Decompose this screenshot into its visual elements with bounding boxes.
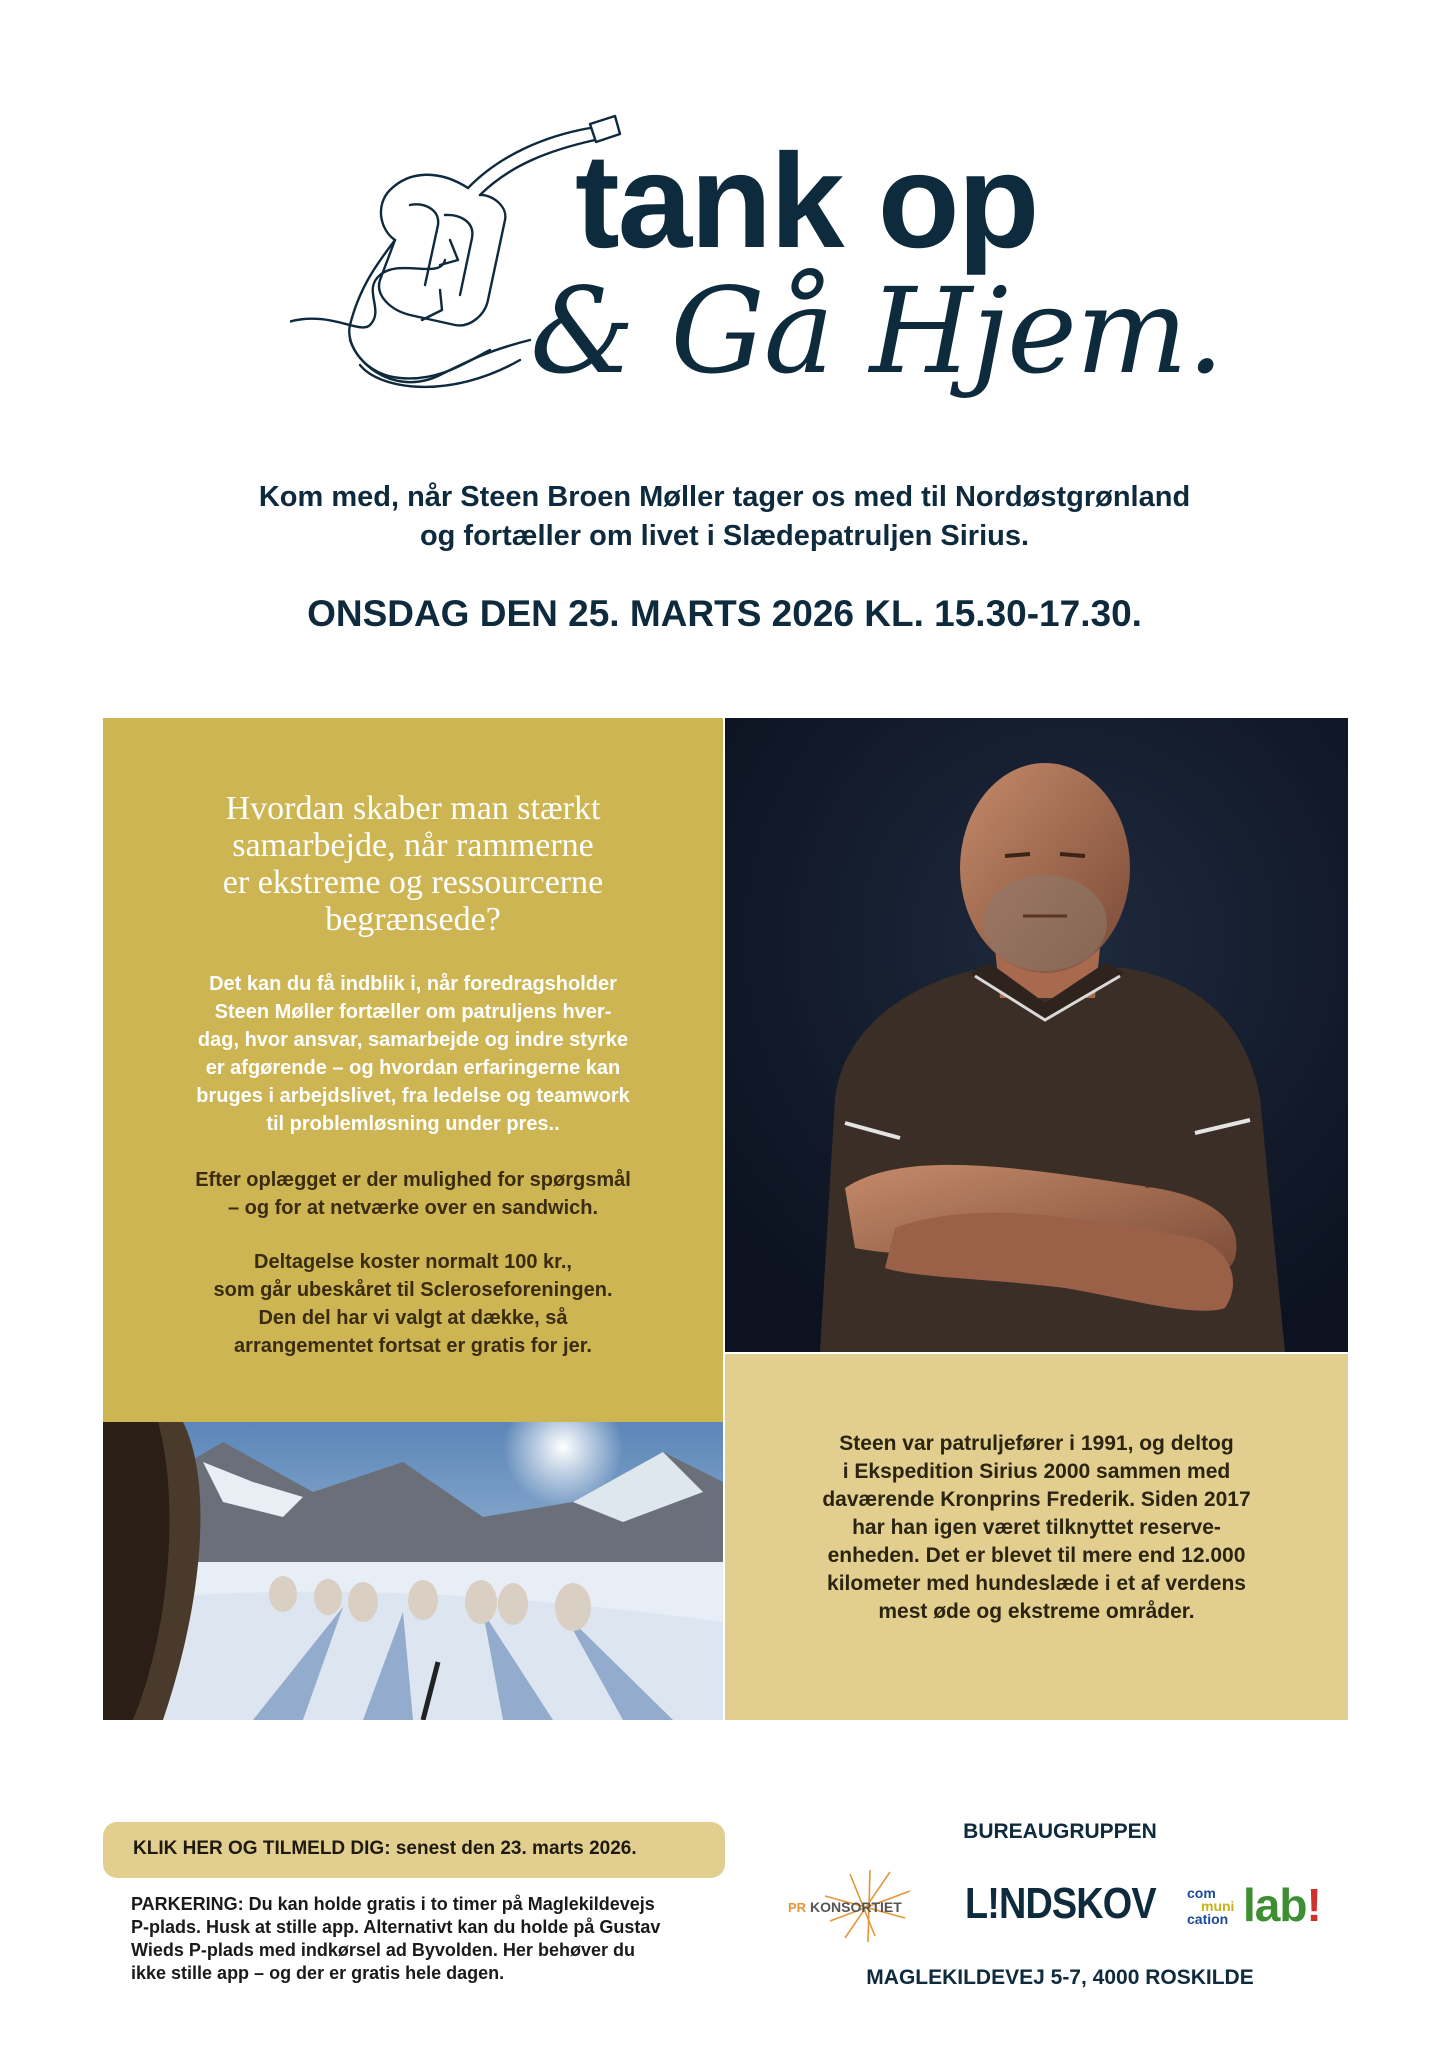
address: MAGLEKILDEVEJ 5-7, 4000 ROSKILDE <box>866 1966 1254 1989</box>
text-line: P-plads. Husk at stille app. Alternativt kan du holde på Gustav <box>131 1917 661 1937</box>
pr-word: KONSORTIET <box>810 1899 902 1915</box>
title-tank-op: tank op <box>575 127 1038 276</box>
event-date: ONSDAG DEN 25. MARTS 2026 KL. 15.30-17.30. <box>307 593 1142 634</box>
text-line: i Ekspedition Sirius 2000 sammen med <box>842 1460 1231 1483</box>
signup-strong: KLIK HER OG TILMELD DIG: <box>133 1838 391 1859</box>
signup-deadline: senest den 23. marts 2026. <box>390 1838 637 1859</box>
intro-line-1: Kom med, når Steen Broen Møller tager os med til Nordøstgrønland <box>258 481 1191 513</box>
gold-paragraph-1 <box>103 970 723 1138</box>
signup-label <box>133 1838 637 1860</box>
text-line: – og for at netværke over en sandwich. <box>227 1197 599 1219</box>
text-line: enheden. Det er blevet til mere end 12.000 <box>827 1544 1246 1567</box>
intro-text <box>0 478 1449 556</box>
text-line: arrangementet fortsat er gratis for jer. <box>234 1335 592 1357</box>
text-line: har han igen været tilknyttet reserve- <box>852 1516 1221 1539</box>
text-line: mest øde og ekstreme områder. <box>878 1600 1195 1623</box>
text-line: til problemløsning under pres.. <box>266 1113 560 1135</box>
text-line: Det kan du få indblik i, når foredragsholder <box>209 973 617 995</box>
comm-line: cation <box>1187 1911 1229 1927</box>
bureau-heading: BUREAUGRUPPEN <box>963 1820 1157 1843</box>
text-line: ikke stille app – og der er gratis hele dagen. <box>131 1963 505 1983</box>
parking-info <box>131 1893 711 1985</box>
text-line: Steen Møller fortæller om patruljens hver- <box>214 1001 612 1023</box>
bio-paragraph <box>725 1430 1348 1626</box>
lindskov-logo: L!NDSKOV <box>965 1879 1156 1928</box>
communication-lab-logo <box>1187 1879 1337 1938</box>
title-ga-hjem: & Gå Hjem. <box>530 262 1224 400</box>
signup-button[interactable] <box>103 1822 725 1878</box>
text-line: dag, hvor ansvar, samarbejde og indre styrke <box>197 1029 629 1051</box>
portrait-illustration <box>725 718 1348 1352</box>
lab-word: lab <box>1243 1879 1307 1931</box>
pr-konsortiet-logo <box>780 1866 940 1946</box>
question-line: er ekstreme og ressourcerne <box>222 864 604 901</box>
comm-line: com <box>1187 1885 1216 1901</box>
text-line: daværende Kronprins Frederik. Siden 2017 <box>822 1488 1251 1511</box>
lab-bang: ! <box>1306 1879 1321 1931</box>
text-line: kilometer med hundeslæde i et af verdens <box>827 1572 1246 1595</box>
question-line: samarbejde, når rammerne <box>232 827 594 864</box>
question-heading <box>103 790 723 938</box>
text-line: Efter oplægget er der mulighed for spørgsmål <box>195 1169 631 1191</box>
bio-panel <box>725 1354 1348 1720</box>
gold-info-panel <box>103 718 723 1422</box>
text-line: som går ubeskåret til Scleroseforeningen. <box>213 1279 613 1301</box>
text-line: Den del har vi valgt at dække, så <box>258 1307 568 1329</box>
text-line: Deltagelse koster normalt 100 kr., <box>254 1251 572 1273</box>
text-line: PARKERING: Du kan holde gratis i to timer på Maglekildevejs <box>131 1894 655 1914</box>
comm-line: muni <box>1201 1898 1235 1914</box>
gold-paragraph-2 <box>103 1166 723 1222</box>
text-line: er afgørende – og hvordan erfaringerne kan <box>205 1057 621 1079</box>
gold-paragraph-3 <box>103 1248 723 1360</box>
intro-line-2: og fortæller om livet i Slædepatruljen Sirius. <box>419 520 1030 552</box>
text-line: Wieds P-plads med indkørsel ad Byvolden. Her behøver du <box>131 1940 635 1960</box>
speaker-portrait-photo <box>725 718 1348 1352</box>
question-line: begrænsede? <box>325 901 501 938</box>
text-line: Steen var patruljefører i 1991, og deltog <box>839 1432 1234 1455</box>
text-line: bruges i arbejdslivet, fra ledelse og teamwork <box>196 1085 630 1107</box>
dog-sled-photo <box>103 1422 723 1720</box>
question-line: Hvordan skaber man stærkt <box>225 790 601 827</box>
pr-prefix: PR <box>788 1900 807 1915</box>
dog-sled-illustration <box>103 1422 723 1720</box>
